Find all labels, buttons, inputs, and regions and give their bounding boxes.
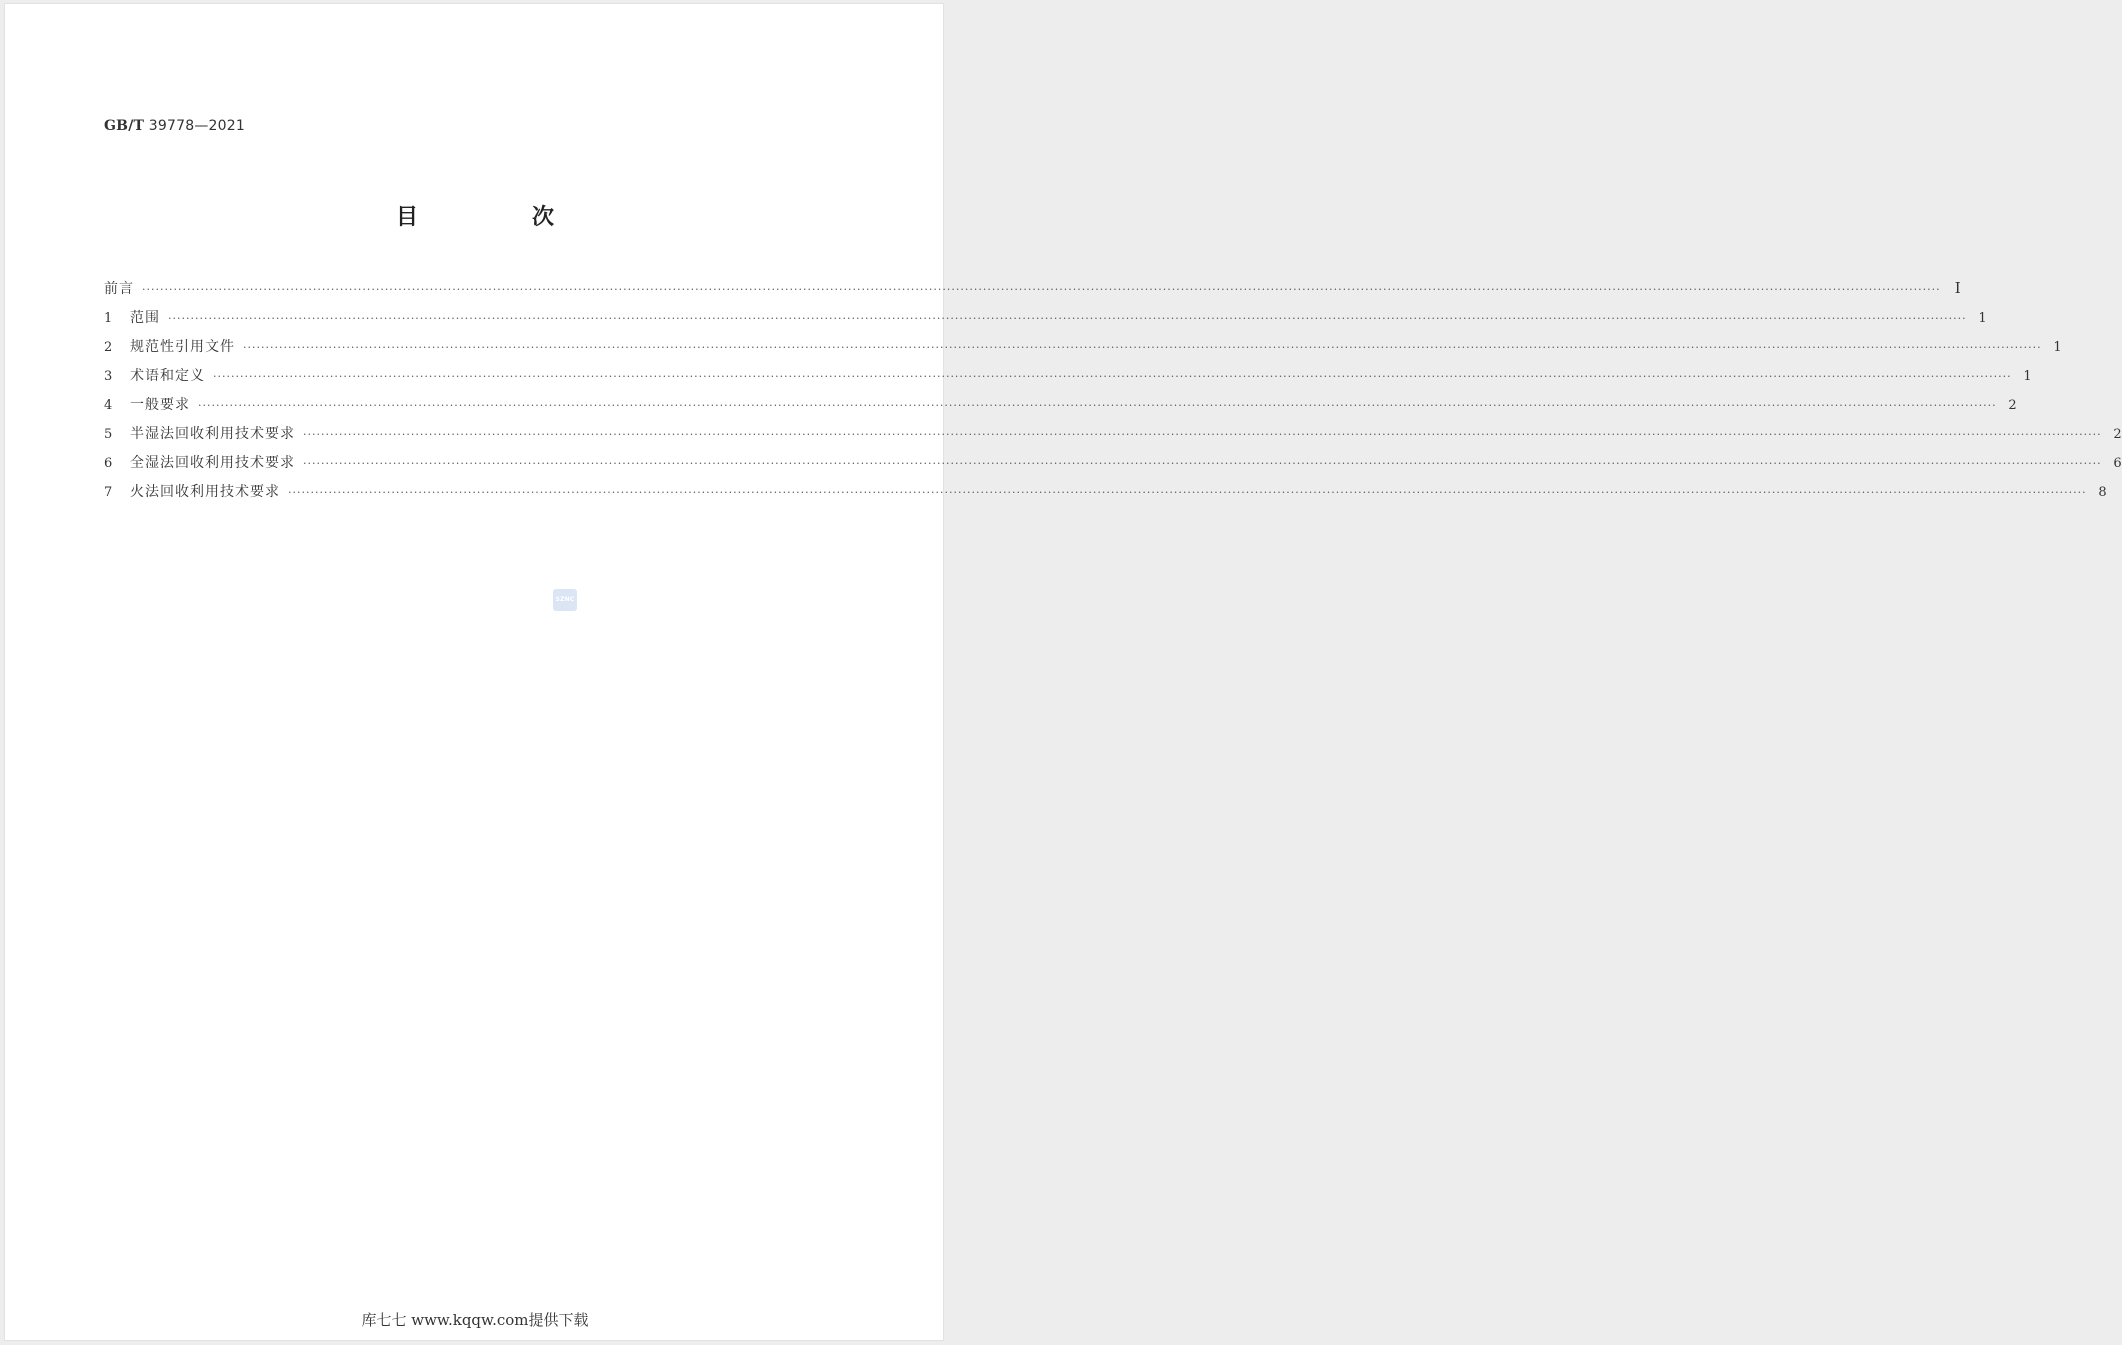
toc-entry[interactable] bbox=[104, 278, 1961, 307]
toc-entry-number: 6 bbox=[104, 456, 113, 471]
toc-entry[interactable] bbox=[104, 452, 2122, 481]
toc-dot-leader: ················································································································································································································································································································································································································ bbox=[168, 312, 1967, 325]
toc-entry[interactable] bbox=[104, 423, 2122, 452]
toc-entry-page: 1 bbox=[2023, 369, 2032, 384]
toc-entry-page: 8 bbox=[2098, 485, 2107, 500]
toc-entry-number: 1 bbox=[104, 311, 113, 326]
standard-prefix: GB/T bbox=[104, 118, 145, 134]
toc-entry-label: 全湿法回收利用技术要求 bbox=[130, 455, 295, 471]
toc-entry-page: I bbox=[1954, 279, 1961, 297]
toc-entry-page: 6 bbox=[2113, 456, 2122, 471]
toc-entry-number: 4 bbox=[104, 398, 113, 413]
toc-entry-label: 半湿法回收利用技术要求 bbox=[130, 426, 295, 442]
toc-entry-label: 一般要求 bbox=[130, 397, 190, 413]
toc-entry-number: 5 bbox=[104, 427, 113, 442]
toc-entry-number: 3 bbox=[104, 369, 113, 384]
toc-entry-number: 2 bbox=[104, 340, 113, 355]
toc-entry-page: 1 bbox=[2053, 340, 2062, 355]
toc-entry[interactable] bbox=[104, 365, 2032, 394]
toc-dot-leader: ················································································································································································································································································································································································································ bbox=[303, 428, 2102, 441]
toc-entry[interactable] bbox=[104, 336, 2062, 365]
toc-entry-label: 规范性引用文件 bbox=[130, 339, 235, 355]
toc-entry[interactable] bbox=[104, 307, 1987, 336]
toc-entry-page: 2 bbox=[2113, 427, 2122, 442]
toc-entry-page: 1 bbox=[1978, 311, 1987, 326]
toc-entry-label: 范围 bbox=[130, 310, 160, 326]
toc-entry[interactable] bbox=[104, 394, 2017, 423]
toc-entry-label: 前言 bbox=[104, 281, 134, 297]
download-footer: 库七七 www.kqqw.com提供下载 bbox=[361, 1311, 589, 1329]
toc-dot-leader: ················································································································································································································································································································································································································ bbox=[142, 283, 1941, 296]
standard-code bbox=[104, 118, 245, 134]
toc-entry-page: 2 bbox=[2008, 398, 2017, 413]
toc-title: 目 次 bbox=[395, 205, 600, 230]
toc-entry[interactable] bbox=[104, 481, 2107, 510]
document-page bbox=[4, 3, 2122, 1341]
toc-dot-leader: ················································································································································································································································································································································································································ bbox=[198, 399, 1997, 412]
toc-dot-leader: ················································································································································································································································································································································································································ bbox=[303, 457, 2102, 470]
standard-number: 39778—2021 bbox=[148, 118, 245, 134]
watermark-logo: SZNC bbox=[553, 589, 577, 611]
toc-entry-number: 7 bbox=[104, 485, 113, 500]
table-of-contents bbox=[104, 278, 2122, 510]
toc-dot-leader: ················································································································································································································································································································································································································ bbox=[213, 370, 2012, 383]
toc-dot-leader: ················································································································································································································································································································································································································ bbox=[288, 486, 2087, 499]
toc-entry-label: 术语和定义 bbox=[130, 368, 205, 384]
toc-dot-leader: ················································································································································································································································································································································································································ bbox=[243, 341, 2042, 354]
toc-entry-label: 火法回收利用技术要求 bbox=[130, 484, 280, 500]
